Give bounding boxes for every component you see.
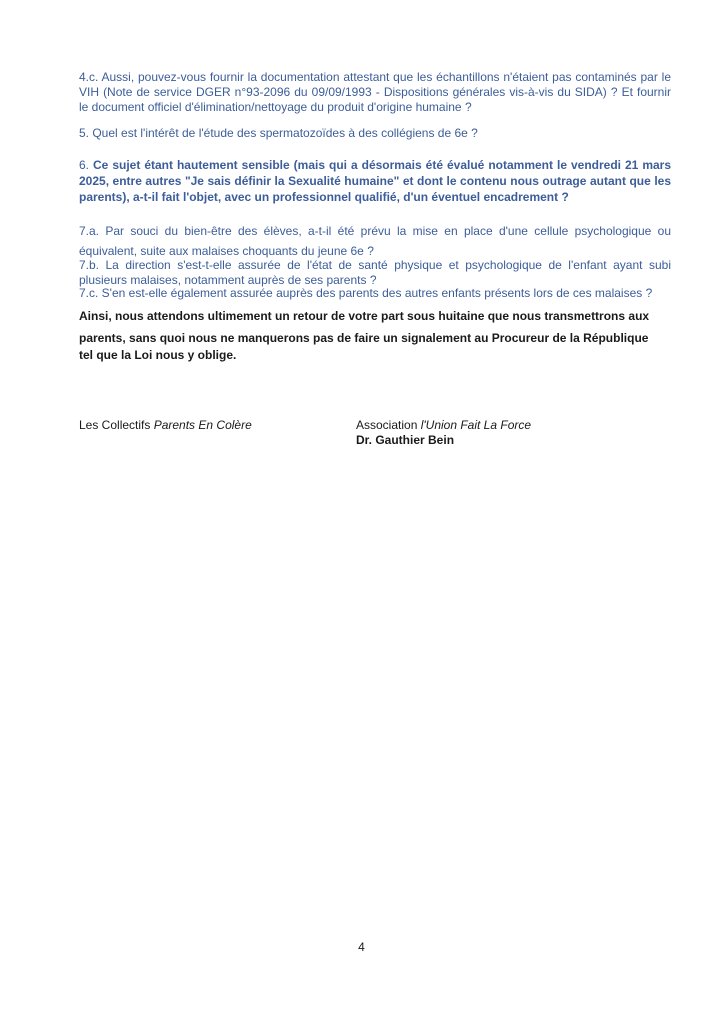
- question-7c: 7.c. S'en est-elle également assurée auprès des parents des autres enfants présents lors de ces malaises ?: [79, 286, 653, 300]
- question-6-number: 6.: [79, 158, 93, 172]
- signature-right-person: Dr. Gauthier Bein: [356, 433, 455, 447]
- question-6: [79, 157, 671, 205]
- question-4c: 4.c. Aussi, pouvez-vous fournir la documentation attestant que les échantillons n'étaient pas contaminés par le VIH (Note de service DGER n°93-2096 du 09/09/1993 - Dispositions générales vis-à-vis du SIDA) ? Et fournir le document officiel d'élimination/nettoyage du produit d'origine humaine ?: [79, 70, 671, 114]
- signature-left: [79, 418, 252, 433]
- question-6-text: Ce sujet étant hautement sensible (mais qui a désormais été évalué notamment le vendredi 21 mars 2025, entre autres "Je sais définir la Sexualité humaine" et dont le contenu nous outrage autant que les parents), a-t-il fait l'objet, avec un professionnel qualifié, d'un éventuel encadrement ?: [79, 158, 672, 204]
- page-number: 4: [358, 940, 365, 954]
- signature-right-name: l'Union Fait La Force: [420, 418, 532, 432]
- signature-left-prefix: Les Collectifs: [79, 418, 154, 432]
- closing-line-3: tel que la Loi nous y oblige.: [79, 348, 237, 362]
- signature-right-prefix: Association: [356, 418, 421, 432]
- signature-right: [356, 418, 531, 433]
- question-5: 5. Quel est l'intérêt de l'étude des spermatozoïdes à des collégiens de 6e ?: [79, 126, 478, 140]
- closing-line-1: Ainsi, nous attendons ultimement un retour de votre part sous huitaine que nous transmettrons aux: [79, 309, 650, 323]
- question-7b: 7.b. La direction s'est-t-elle assurée de l'état de santé physique et psychologique de l'enfant ayant subi plusieurs malaises, notamment auprès de ses parents ?: [79, 258, 671, 287]
- question-7a: 7.a. Par souci du bien-être des élèves, a-t-il été prévu la mise en place d'une cellule psychologique ou équivalent, suite aux malaises choquants du jeune 6e ?: [79, 224, 671, 258]
- closing-line-2: parents, sans quoi nous ne manquerons pas de faire un signalement au Procureur de la République: [79, 331, 649, 345]
- signature-left-name: Parents En Colère: [153, 418, 252, 432]
